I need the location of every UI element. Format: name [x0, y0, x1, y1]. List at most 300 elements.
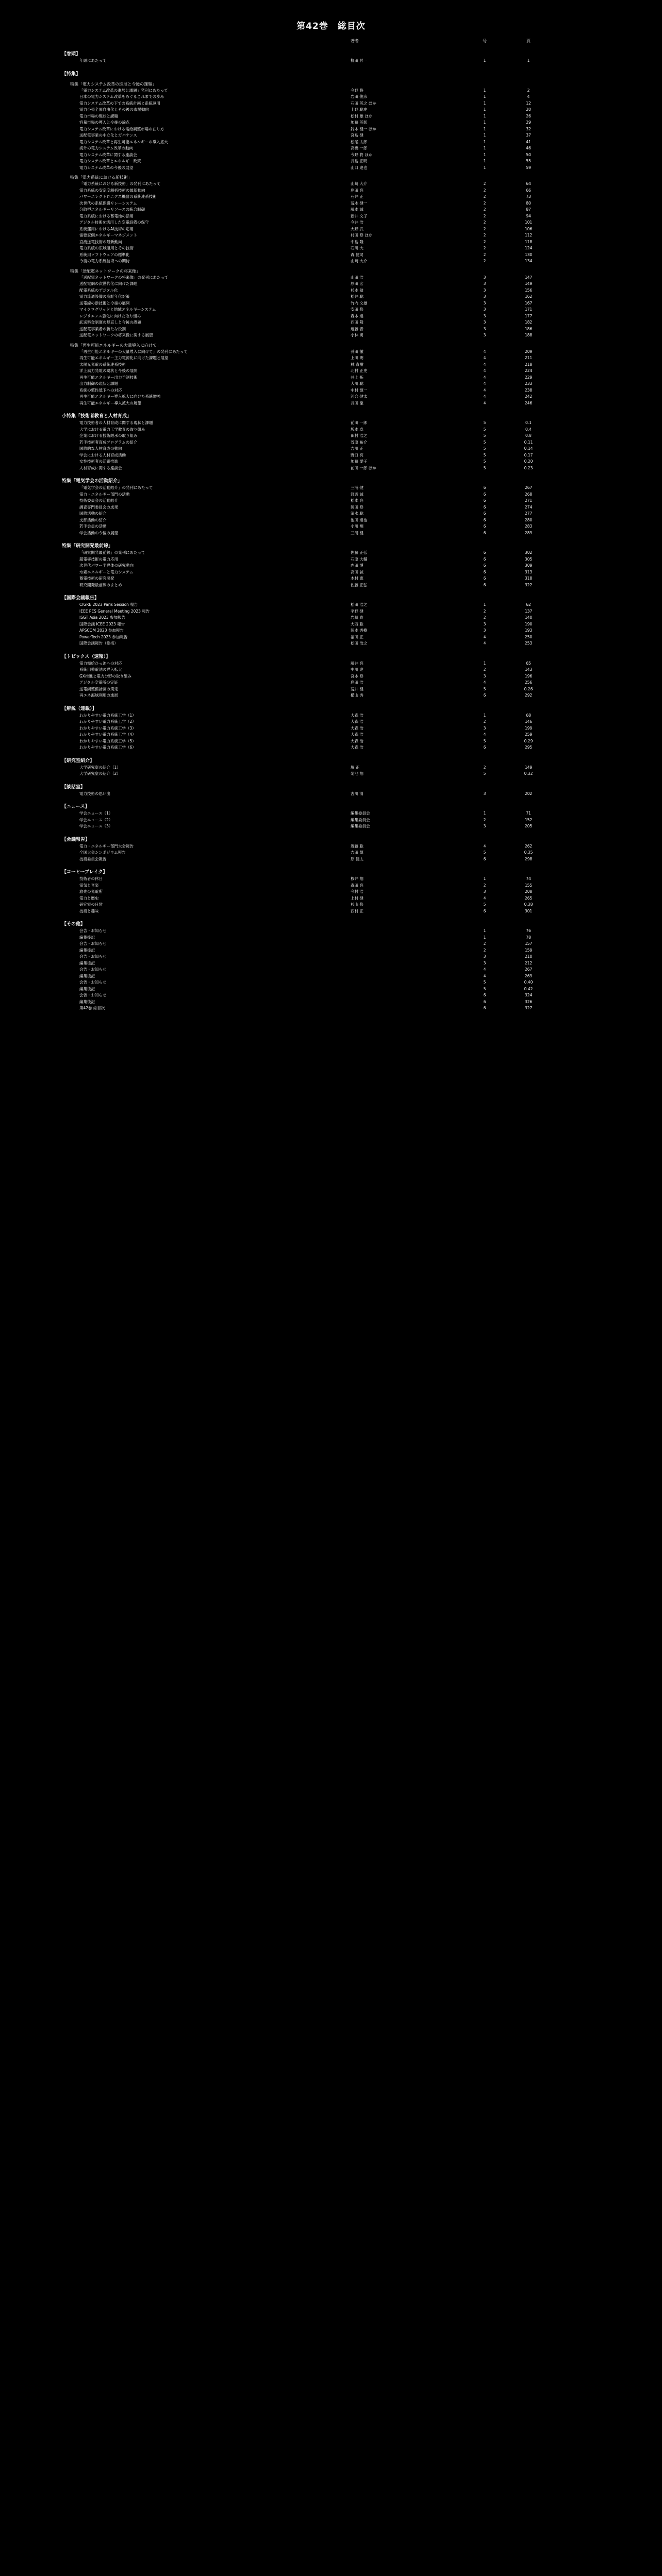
article-title: 編集後記 — [79, 999, 95, 1004]
issue-number: 5 — [483, 850, 486, 855]
issue-number: 2 — [483, 233, 486, 238]
issue-number: 3 — [483, 313, 486, 318]
issue-number: 1 — [483, 107, 486, 112]
article-title: わかりやすい電力系統工学（2） — [79, 719, 136, 724]
toc-row — [62, 281, 577, 287]
issue-number: 6 — [483, 550, 486, 555]
toc-row — [62, 791, 577, 798]
toc-row — [62, 275, 577, 281]
article-title: わかりやすい電力系統工学（1） — [79, 713, 136, 718]
article-title: デジタル変電所の実証 — [79, 680, 118, 685]
issue-number: 1 — [483, 94, 486, 99]
page-number: 87 — [526, 207, 531, 212]
page-number: 106 — [524, 226, 533, 231]
issue-number: 6 — [483, 1006, 486, 1010]
page-number: 159 — [524, 947, 533, 953]
issue-number: 4 — [483, 362, 486, 367]
article-title: 大学研究室の紹介（1） — [79, 765, 121, 770]
toc-row — [62, 999, 577, 1006]
article-title: 電力系統における蓄電池の活用 — [79, 213, 134, 218]
issue-number: 3 — [483, 281, 486, 286]
article-author: 石井 正 — [351, 194, 363, 199]
article-author — [351, 973, 464, 980]
article-author: 北村 正史 — [351, 368, 368, 373]
issue-number: 6 — [483, 504, 486, 510]
page-number: 140 — [524, 615, 533, 620]
page-number: 0.14 — [524, 446, 533, 451]
issue-number: 1 — [483, 928, 486, 933]
issue-number: 4 — [483, 895, 486, 901]
article-title: 「研究開発最前線」の発刊にあたって — [79, 550, 145, 555]
article-author: 編集委員会 — [351, 824, 370, 828]
article-author: 大川 聡 — [351, 381, 363, 386]
article-title: 送電線の新技術と今後の展開 — [79, 300, 130, 306]
article-author: 山崎 大介 — [351, 181, 368, 186]
toc-row — [62, 158, 577, 165]
toc-section — [62, 705, 577, 751]
column-issue: 号 — [483, 39, 487, 43]
page-number: 143 — [524, 667, 533, 672]
toc-section — [62, 543, 577, 588]
article-author: 古川 清 — [351, 791, 363, 796]
article-title: 年頭にあたって — [79, 58, 107, 63]
article-author: 竹内 文雄 — [351, 300, 368, 306]
page-number: 318 — [524, 576, 533, 581]
toc-row — [62, 239, 577, 246]
section-heading: 【研究室紹介】 — [62, 758, 95, 764]
toc-row — [62, 530, 577, 537]
issue-number: 5 — [483, 427, 486, 432]
page-number: 0.4 — [525, 427, 532, 432]
article-title: 電力・エネルギー部門の活動 — [79, 492, 130, 497]
toc-row — [62, 889, 577, 895]
article-author: 吉田 慎 — [351, 850, 363, 855]
article-title: 編集後記 — [79, 960, 95, 965]
toc-row — [62, 582, 577, 589]
toc-row — [62, 563, 577, 569]
article-author: 上村 健 — [351, 895, 363, 901]
issue-number: 2 — [483, 213, 486, 218]
article-author: 石原 大輔 — [351, 556, 368, 562]
toc-row — [62, 725, 577, 732]
page-title: 第42巻 総目次 — [296, 21, 366, 31]
page-number: 267 — [524, 967, 533, 972]
page-number: 29 — [526, 120, 531, 125]
toc-row — [62, 258, 577, 265]
issue-number: 4 — [483, 381, 486, 386]
issue-number: 1 — [483, 602, 486, 607]
article-author: 近藤 聡 — [351, 843, 363, 849]
toc-row — [62, 387, 577, 394]
article-title: 分散型エネルギーリソースの統合制御 — [79, 207, 145, 212]
issue-number: 2 — [483, 188, 486, 193]
page-number: 0.42 — [524, 986, 533, 991]
toc-row — [62, 132, 577, 139]
article-author — [351, 928, 464, 935]
article-author: 田村 浩之 — [351, 433, 368, 438]
page-number: 149 — [524, 281, 533, 286]
toc-row — [62, 713, 577, 719]
issue-number: 5 — [483, 986, 486, 991]
article-title: 電力需給ひっ迫への対応 — [79, 660, 122, 666]
toc-row — [62, 400, 577, 407]
article-author: 加藤 英彰 — [351, 120, 368, 125]
page-number: 289 — [524, 530, 533, 535]
issue-number: 6 — [483, 569, 486, 574]
page-number: 62 — [526, 602, 531, 607]
article-title: 学会ニュース（2） — [79, 817, 113, 822]
article-author: 荒木 健一 — [351, 200, 368, 206]
article-title: 容量市場の導入と今後の論点 — [79, 120, 130, 125]
toc-row — [62, 947, 577, 954]
page-number: 305 — [524, 556, 533, 562]
toc-section — [62, 50, 577, 64]
toc-row — [62, 979, 577, 986]
article-author: 荒井 健 — [351, 686, 363, 691]
issue-number: 2 — [483, 719, 486, 724]
issue-number: 6 — [483, 556, 486, 562]
article-author: 今野 将 ほか — [351, 152, 373, 157]
issue-number: 5 — [483, 433, 486, 438]
issue-number: 5 — [483, 980, 486, 985]
article-author: 大森 浩 — [351, 738, 363, 743]
section-heading: 【トピックス（速報）】 — [62, 654, 111, 659]
article-author: 三浦 健 — [351, 485, 363, 490]
issue-number: 2 — [483, 941, 486, 946]
page-number: 324 — [524, 993, 533, 997]
article-author: 今村 浩 — [351, 889, 363, 894]
article-title: 蓄電技術の研究開発 — [79, 576, 114, 581]
toc-section — [62, 595, 577, 647]
page-number: 130 — [524, 252, 533, 257]
article-author: 内田 博 — [351, 563, 363, 568]
issue-number: 3 — [483, 960, 486, 965]
issue-number: 5 — [483, 771, 486, 776]
subsection-heading: 特集「送配電ネットワークの将来像」 — [70, 268, 140, 274]
article-author: 三浦 健 — [351, 530, 363, 535]
article-author: 今井 浩 — [351, 220, 363, 225]
page-number: 238 — [524, 387, 533, 393]
issue-number: 6 — [483, 530, 486, 535]
article-title: パワーエレクトロニクス機器の系統連系技術 — [79, 194, 157, 199]
article-author: 松田 浩之 — [351, 602, 368, 607]
page-number: 149 — [524, 765, 533, 770]
article-author: 野口 亮 — [351, 452, 363, 457]
toc-section — [62, 869, 577, 914]
article-author: 福田 正 — [351, 634, 363, 639]
article-author: 岸田 亮 — [351, 188, 363, 193]
issue-number: 3 — [483, 673, 486, 679]
issue-number: 5 — [483, 446, 486, 451]
article-title: 送配電事業者の新たな役割 — [79, 326, 126, 331]
toc-row — [62, 200, 577, 207]
page-number: 268 — [524, 492, 533, 497]
article-author: 井上 拓 — [351, 375, 363, 380]
toc-row — [62, 876, 577, 883]
page-number: 196 — [524, 673, 533, 679]
article-author: 大森 浩 — [351, 713, 363, 718]
article-title: 系統の慣性低下への対応 — [79, 387, 122, 393]
toc-row — [62, 850, 577, 856]
issue-number: 2 — [483, 765, 486, 770]
article-author: 吉川 正 — [351, 446, 363, 451]
toc-row — [62, 165, 577, 172]
article-author: 高田 誠 — [351, 569, 363, 574]
article-author: 宮本 修 — [351, 673, 363, 679]
article-title: 技術委員会の活動紹介 — [79, 498, 118, 503]
toc-row — [62, 602, 577, 608]
issue-number: 6 — [483, 908, 486, 913]
toc-row — [62, 300, 577, 307]
page-number: 186 — [524, 326, 533, 331]
article-title: 再生可能エネルギー導入拡大の展望 — [79, 400, 141, 405]
issue-number: 5 — [483, 439, 486, 445]
article-author: 渡辺 誠 — [351, 492, 363, 497]
page-number: 12 — [526, 100, 531, 106]
section-heading: 小特集「技術者教育と人材育成」 — [62, 414, 132, 419]
issue-number: 2 — [483, 817, 486, 822]
article-title: 女性技術者の活躍推進 — [79, 459, 118, 464]
page-number: 212 — [524, 960, 533, 965]
page-number: 302 — [524, 550, 533, 555]
toc-section — [62, 757, 577, 777]
page-number: 118 — [524, 239, 533, 244]
article-title: 国際的な人材育成の動向 — [79, 446, 122, 451]
article-author: 松本 亮 — [351, 498, 363, 503]
toc-row — [62, 107, 577, 113]
article-author — [351, 960, 464, 967]
toc-row — [62, 307, 577, 313]
issue-number: 5 — [483, 465, 486, 470]
page-number: 2 — [527, 88, 530, 93]
page-number: 267 — [524, 485, 533, 490]
article-author: 大森 浩 — [351, 745, 363, 750]
article-title: 次世代パワー半導体の研究動向 — [79, 563, 134, 568]
page-number: 46 — [526, 146, 531, 150]
issue-number: 3 — [483, 621, 486, 626]
issue-number: 6 — [483, 693, 486, 698]
article-title: 会告・お知らせ — [79, 954, 107, 959]
toc-row — [62, 817, 577, 824]
article-author: 平野 健 — [351, 608, 363, 614]
page-number: 0.1 — [525, 420, 532, 425]
article-author: 前田 一郎 ほか — [351, 465, 376, 470]
article-title: 送配電ネットワークの将来像に関する展望 — [79, 333, 153, 337]
article-title: 送配電事業の中立化とガバナンス — [79, 133, 137, 138]
article-title: わかりやすい電力系統工学（6） — [79, 745, 136, 750]
article-author: 小川 翔 — [351, 524, 363, 529]
article-title: 再生可能エネルギー出力予測技術 — [79, 375, 138, 380]
page-number: 0.8 — [525, 433, 532, 438]
article-author: 遠藤 晋 — [351, 326, 363, 331]
article-title: 再エネ海域利用の進展 — [79, 693, 118, 698]
toc-row — [62, 692, 577, 699]
page-number: 256 — [524, 680, 533, 685]
toc-row — [62, 362, 577, 368]
issue-number: 3 — [483, 628, 486, 633]
toc-row — [62, 188, 577, 194]
article-title: 電力系統の安定度解析技術の最新動向 — [79, 188, 145, 193]
issue-number: 1 — [483, 139, 486, 144]
page-number: 157 — [524, 941, 533, 946]
issue-number: 3 — [483, 333, 486, 337]
issue-number: 1 — [483, 113, 486, 118]
section-heading: 【その他】 — [62, 922, 86, 927]
page-number: 242 — [524, 394, 533, 399]
article-author: 今野 将 — [351, 88, 363, 93]
issue-number: 6 — [483, 576, 486, 581]
page-number: 65 — [526, 660, 531, 666]
page-number: 162 — [524, 294, 533, 299]
article-author: 菅原 祐介 — [351, 439, 368, 445]
article-author: 石川 大 — [351, 246, 363, 250]
page-number: 292 — [524, 693, 533, 698]
article-title: 「電力系統における新技術」の発刊にあたって — [79, 181, 161, 186]
article-author — [351, 947, 464, 954]
article-author: 池田 達也 — [351, 517, 368, 522]
article-author: 原田 宏 — [351, 281, 363, 286]
article-author: 岩田 俊彦 — [351, 94, 368, 99]
page-number: 253 — [524, 641, 533, 646]
article-title: 洋上風力発電の現状と今後の展開 — [79, 368, 138, 373]
article-title: 学会ニュース（1） — [79, 811, 113, 816]
issue-number: 1 — [483, 120, 486, 125]
article-title: 電気と音楽 — [79, 883, 99, 888]
article-title: 支部活動の紹介 — [79, 517, 107, 522]
page-number: 152 — [524, 817, 533, 822]
issue-number: 1 — [483, 58, 486, 63]
toc-subsection — [62, 81, 577, 172]
subsection-heading: 特集「電力系統における新技術」 — [70, 175, 132, 180]
toc-row — [62, 511, 577, 517]
article-author: 大野 武 — [351, 226, 363, 231]
toc-row — [62, 935, 577, 941]
issue-number: 6 — [483, 745, 486, 750]
article-author: 森田 亮 — [351, 883, 363, 888]
article-title: 電力システム改革と再生可能エネルギーの導入拡大 — [79, 139, 168, 144]
issue-number: 1 — [483, 100, 486, 106]
article-author: 森本 達 — [351, 313, 363, 318]
issue-number: 2 — [483, 608, 486, 614]
article-title: 電力システム改革の下での系統計画と系統運用 — [79, 100, 160, 106]
article-author: 安田 修 — [351, 307, 363, 312]
toc-row — [62, 485, 577, 492]
section-heading: 特集「電気学会の活動紹介」 — [62, 479, 123, 484]
page-number: 112 — [524, 233, 533, 238]
toc-row — [62, 908, 577, 915]
article-author: 林 直樹 — [351, 362, 363, 367]
toc-row — [62, 928, 577, 935]
article-author: 長島 正明 — [351, 159, 368, 163]
issue-number: 6 — [483, 856, 486, 861]
article-title: 水素エネルギーと電力システム — [79, 569, 134, 574]
page-number: 37 — [526, 133, 531, 138]
article-author: 宮島 健 — [351, 133, 363, 138]
toc-row — [62, 992, 577, 999]
toc-row — [62, 152, 577, 159]
article-title: 日本の電力システム改革をめぐるこれまでの歩み — [79, 94, 164, 99]
toc-row — [62, 941, 577, 947]
article-title: 若手会員の活動 — [79, 524, 107, 529]
article-title: 大学における電力工学教育の取り組み — [79, 427, 145, 432]
toc-row — [62, 446, 577, 452]
toc-row — [62, 58, 577, 64]
page-number: 64 — [526, 181, 531, 186]
article-author — [351, 941, 464, 947]
article-title: 技術と趣味 — [79, 908, 99, 913]
subsection-heading: 特集「再生可能エネルギーの大量導入に向けて」 — [70, 343, 161, 348]
toc-row — [62, 94, 577, 100]
issue-number: 4 — [483, 732, 486, 737]
toc-section — [62, 836, 577, 863]
toc-row — [62, 226, 577, 233]
page-number: 73 — [526, 194, 531, 199]
article-author: 杉山 修 — [351, 902, 363, 907]
article-title: 会告・お知らせ — [79, 993, 107, 997]
article-title: 会告・お知らせ — [79, 967, 107, 972]
issue-number: 3 — [483, 791, 486, 796]
issue-number: 1 — [483, 152, 486, 157]
article-title: 国際会議報告（総括） — [79, 641, 118, 646]
page-number: 0.23 — [524, 465, 533, 470]
page-number: 0.38 — [524, 902, 533, 907]
article-title: 電力流通設備の高経年化対策 — [79, 294, 130, 299]
article-author — [351, 979, 464, 986]
article-title: 次世代の系統保護リレーシステム — [79, 200, 137, 206]
issue-number: 4 — [483, 368, 486, 373]
page-number: 295 — [524, 745, 533, 750]
page-number: 269 — [524, 973, 533, 978]
issue-number: 4 — [483, 843, 486, 849]
toc-subsection — [62, 268, 577, 339]
toc-row — [62, 823, 577, 830]
toc-row — [62, 954, 577, 960]
article-title: 系統用蓄電池の導入拡大 — [79, 667, 122, 672]
article-author: 清水 聡 — [351, 511, 363, 516]
article-title: 「電力システム改革の進展と課題」発刊にあたって — [79, 88, 168, 93]
article-title: 今後の電力系統技術への期待 — [79, 259, 130, 263]
toc-row — [62, 88, 577, 94]
article-author: 前田 一郎 — [351, 420, 368, 425]
article-author: 森 健司 — [351, 252, 363, 257]
toc-row — [62, 810, 577, 817]
toc-row — [62, 640, 577, 647]
issue-number: 3 — [483, 294, 486, 299]
article-title: 電力システム改革とエネルギー政策 — [79, 159, 141, 163]
issue-number: 6 — [483, 485, 486, 490]
page-number: 0.32 — [524, 771, 533, 776]
toc-section — [62, 71, 577, 407]
page-number: 20 — [526, 107, 531, 112]
article-title: 系統用ソフトウェアの標準化 — [79, 252, 130, 257]
article-author: 山田 浩 — [351, 275, 363, 280]
page-number: 202 — [524, 791, 533, 796]
issue-number: 1 — [483, 165, 486, 170]
toc-row — [62, 686, 577, 693]
issue-number: 6 — [483, 511, 486, 516]
page-number: 155 — [524, 883, 533, 888]
toc-row — [62, 120, 577, 126]
page-number: 208 — [524, 889, 533, 894]
toc-row — [62, 621, 577, 628]
article-author: 鈴木 健一 ほか — [351, 126, 376, 131]
issue-number: 1 — [483, 876, 486, 881]
toc-row — [62, 375, 577, 381]
article-title: 若手技術者育成プログラムの紹介 — [79, 439, 138, 445]
article-title: 送電網整備計画の策定 — [79, 686, 118, 691]
article-title: 国際会議 ICEE 2023 報告 — [79, 621, 125, 626]
issue-number: 1 — [483, 159, 486, 163]
